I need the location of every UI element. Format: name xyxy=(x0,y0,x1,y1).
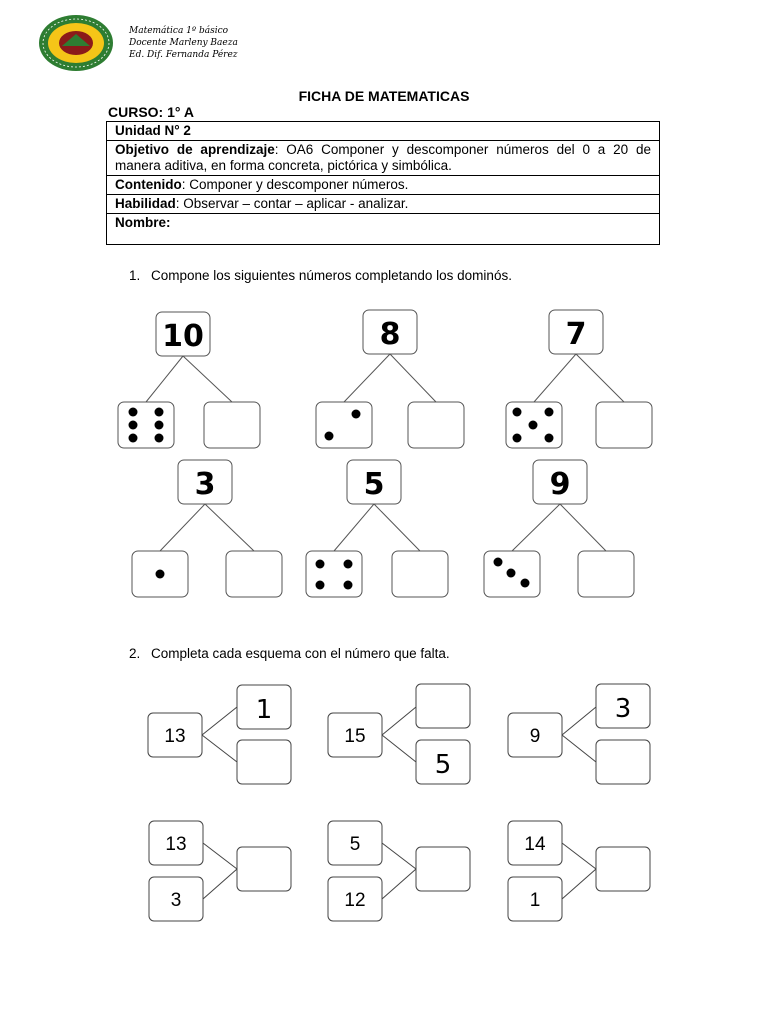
part-number-top: 14 xyxy=(524,834,546,855)
part-number-bottom: 1 xyxy=(529,890,541,911)
whole-box[interactable] xyxy=(416,847,470,891)
exercise-1-number: 1. xyxy=(129,268,141,283)
part-number-top: 1 xyxy=(255,695,273,725)
target-number: 9 xyxy=(549,467,571,502)
part-number-top: 13 xyxy=(165,834,187,855)
content-label: Contenido xyxy=(115,177,182,192)
target-number: 10 xyxy=(162,319,204,354)
join-scheme-3 xyxy=(508,821,650,921)
part-number-top: 5 xyxy=(349,834,361,855)
part-number-bottom: 12 xyxy=(344,890,366,911)
header-line-subject: Matemática 1º básico xyxy=(129,26,229,36)
exercise-2-text: Completa cada esquema con el número que falta. xyxy=(151,646,450,661)
target-number: 3 xyxy=(194,467,216,502)
target-number: 7 xyxy=(565,317,587,352)
objective-label: Objetivo de aprendizaje xyxy=(115,142,275,157)
whole-number: 15 xyxy=(344,726,366,747)
whole-number: 9 xyxy=(529,726,541,747)
exercise-2-number: 2. xyxy=(129,646,141,661)
content-text: : Componer y descomponer números. xyxy=(181,177,409,192)
skill-text: : Observar – contar – aplicar - analizar. xyxy=(175,196,409,211)
target-number: 5 xyxy=(363,467,385,502)
split-scheme-3 xyxy=(508,684,650,784)
course-label: CURSO: 1° A xyxy=(108,104,194,120)
split-scheme-2 xyxy=(328,684,470,784)
part-box-top[interactable] xyxy=(416,684,470,728)
part-number-bottom: 5 xyxy=(434,750,452,780)
whole-box[interactable] xyxy=(596,847,650,891)
skill-label: Habilidad xyxy=(115,196,176,211)
whole-number: 13 xyxy=(164,726,186,747)
exercise-1-text: Compone los siguientes números completando los dominós. xyxy=(151,268,512,283)
unit-label: Unidad N° 2 xyxy=(115,123,191,138)
part-box-bottom[interactable] xyxy=(237,740,291,784)
target-number: 8 xyxy=(379,317,401,352)
header-line-teacher: Docente Marleny Baeza xyxy=(129,38,238,48)
part-number-top: 3 xyxy=(614,694,632,724)
header-line-educator: Ed. Dif. Fernanda Pérez xyxy=(129,50,238,60)
part-box-bottom[interactable] xyxy=(596,740,650,784)
join-scheme-2 xyxy=(328,821,470,921)
split-scheme-1 xyxy=(148,685,291,784)
join-scheme-1 xyxy=(149,821,291,921)
name-label: Nombre: xyxy=(115,215,171,230)
whole-box[interactable] xyxy=(237,847,291,891)
part-number-bottom: 3 xyxy=(170,890,182,911)
objective-text: : OA6 Componer y descomponer números del 0 a 20 de manera aditiva, en forma concreta, pictórica y simbólica. xyxy=(115,142,652,173)
page-title: FICHA DE MATEMATICAS xyxy=(298,88,470,104)
